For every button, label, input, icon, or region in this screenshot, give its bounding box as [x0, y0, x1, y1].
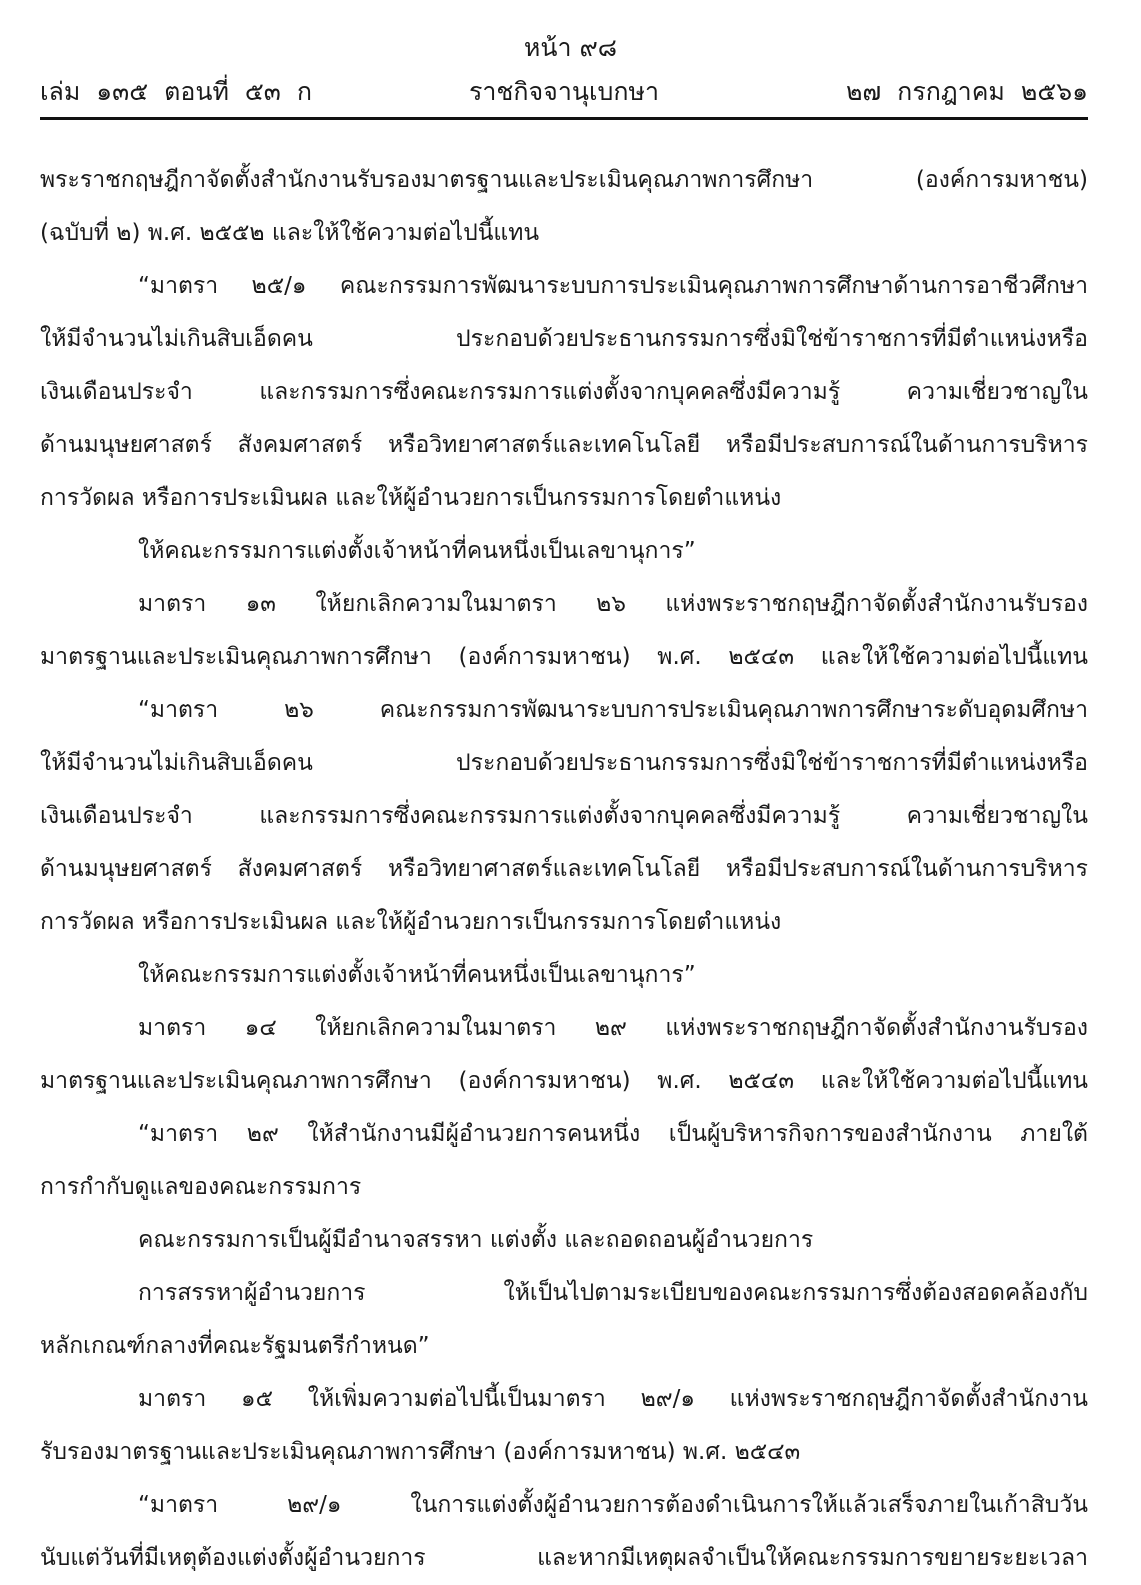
text-line: “มาตรา ๒๙/๑ ในการแต่งตั้งผู้อำนวยการต้องดำเนินการให้แล้วเสร็จภายในเก้าสิบวัน	[138, 1492, 1088, 1518]
header-divider	[40, 117, 1088, 120]
text-line: ด้านมนุษยศาสตร์ สังคมศาสตร์ หรือวิทยาศาสตร์และเทคโนโลยี หรือมีประสบการณ์ในด้านการบริหาร	[40, 432, 1088, 458]
text-line: มาตรา ๑๓ ให้ยกเลิกความในมาตรา ๒๖ แห่งพระราชกฤษฎีกาจัดตั้งสำนักงานรับรอง	[138, 591, 1088, 617]
page-header	[40, 72, 1088, 112]
text-line: ให้คณะกรรมการแต่งตั้งเจ้าหน้าที่คนหนึ่งเป็นเลขานุการ”	[138, 962, 696, 988]
text-line: “มาตรา ๒๕/๑ คณะกรรมการพัฒนาระบบการประเมินคุณภาพการศึกษาด้านการอาชีวศึกษา	[138, 273, 1088, 299]
text-line: มาตรฐานและประเมินคุณภาพการศึกษา (องค์การมหาชน) พ.ศ. ๒๕๔๓ และให้ใช้ความต่อไปนี้แทน	[40, 1068, 1088, 1094]
text-line: “มาตรา ๒๙ ให้สำนักงานมีผู้อำนวยการคนหนึ่ง เป็นผู้บริหารกิจการของสำนักงาน ภายใต้	[138, 1121, 1088, 1147]
text-line: ด้านมนุษยศาสตร์ สังคมศาสตร์ หรือวิทยาศาสตร์และเทคโนโลยี หรือมีประสบการณ์ในด้านการบริหาร	[40, 856, 1088, 882]
text-line: การกำกับดูแลของคณะกรรมการ	[40, 1174, 362, 1200]
text-line: การวัดผล หรือการประเมินผล และให้ผู้อำนวยการเป็นกรรมการโดยตำแหน่ง	[40, 909, 782, 935]
text-line: มาตรฐานและประเมินคุณภาพการศึกษา (องค์การมหาชน) พ.ศ. ๒๕๔๓ และให้ใช้ความต่อไปนี้แทน	[40, 644, 1088, 670]
text-line: มาตรา ๑๔ ให้ยกเลิกความในมาตรา ๒๙ แห่งพระราชกฤษฎีกาจัดตั้งสำนักงานรับรอง	[138, 1015, 1088, 1041]
page-number: หน้า ๙๘	[523, 33, 618, 62]
text-line: พระราชกฤษฎีกาจัดตั้งสำนักงานรับรองมาตรฐานและประเมินคุณภาพการศึกษา (องค์การมหาชน)	[40, 167, 1088, 193]
text-line: เงินเดือนประจำ และกรรมการซึ่งคณะกรรมการแต่งตั้งจากบุคคลซึ่งมีความรู้ ความเชี่ยวชาญใน	[40, 803, 1088, 829]
text-line: “มาตรา ๒๖ คณะกรรมการพัฒนาระบบการประเมินคุณภาพการศึกษาระดับอุดมศึกษา	[138, 697, 1088, 723]
text-line: นับแต่วันที่มีเหตุต้องแต่งตั้งผู้อำนวยการ และหากมีเหตุผลจำเป็นให้คณะกรรมการขยายระยะเวลา	[40, 1545, 1088, 1571]
volume-issue: เล่ม ๑๓๕ ตอนที่ ๕๓ ก	[40, 77, 312, 106]
text-line: (ฉบับที่ ๒) พ.ศ. ๒๕๕๒ และให้ใช้ความต่อไปนี้แทน	[40, 220, 540, 246]
text-line: หลักเกณฑ์กลางที่คณะรัฐมนตรีกำหนด”	[40, 1333, 430, 1359]
text-line: รับรองมาตรฐานและประเมินคุณภาพการศึกษา (องค์การมหาชน) พ.ศ. ๒๕๔๓	[40, 1439, 801, 1465]
publication-date: ๒๗ กรกฎาคม ๒๕๖๑	[845, 77, 1088, 106]
text-line: ให้คณะกรรมการแต่งตั้งเจ้าหน้าที่คนหนึ่งเป็นเลขานุการ”	[138, 538, 696, 564]
text-line: ให้มีจำนวนไม่เกินสิบเอ็ดคน ประกอบด้วยประธานกรรมการซึ่งมิใช่ข้าราชการที่มีตำแหน่งหรือ	[40, 326, 1088, 352]
text-line: ให้มีจำนวนไม่เกินสิบเอ็ดคน ประกอบด้วยประธานกรรมการซึ่งมิใช่ข้าราชการที่มีตำแหน่งหรือ	[40, 750, 1088, 776]
text-line: เงินเดือนประจำ และกรรมการซึ่งคณะกรรมการแต่งตั้งจากบุคคลซึ่งมีความรู้ ความเชี่ยวชาญใน	[40, 379, 1088, 405]
text-line: การวัดผล หรือการประเมินผล และให้ผู้อำนวยการเป็นกรรมการโดยตำแหน่ง	[40, 485, 782, 511]
text-line: มาตรา ๑๕ ให้เพิ่มความต่อไปนี้เป็นมาตรา ๒๙/๑ แห่งพระราชกฤษฎีกาจัดตั้งสำนักงาน	[138, 1386, 1088, 1412]
text-line: คณะกรรมการเป็นผู้มีอำนาจสรรหา แต่งตั้ง และถอดถอนผู้อำนวยการ	[138, 1227, 814, 1253]
text-line: การสรรหาผู้อำนวยการ ให้เป็นไปตามระเบียบของคณะกรรมการซึ่งต้องสอดคล้องกับ	[138, 1280, 1088, 1306]
document-body	[40, 154, 1088, 1585]
publication-title: ราชกิจจานุเบกษา	[468, 77, 660, 106]
